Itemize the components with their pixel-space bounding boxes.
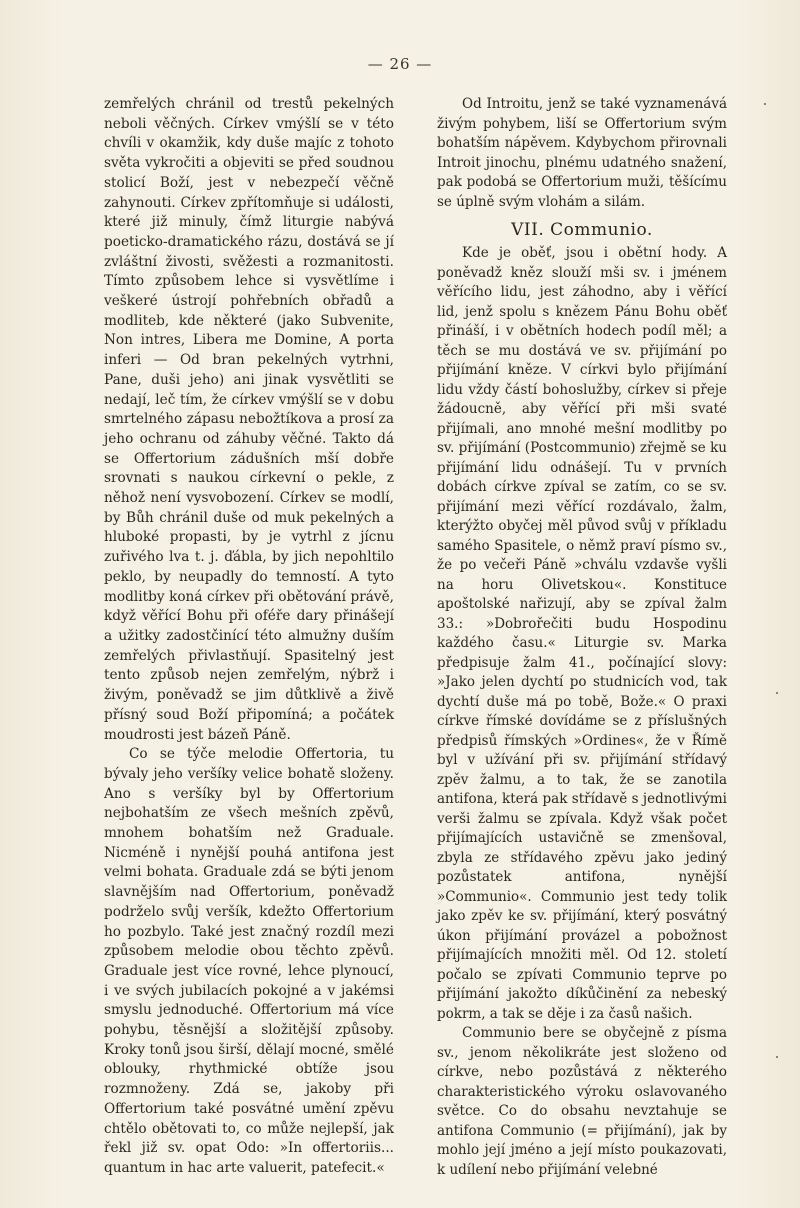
paragraph: Kde je oběť, jsou i obětní hody. A poněvadž kněz slouží mši sv. i jménem věřícího lidu, jest záhodno, aby i věřící lid, jenž spolu s knězem Pánu Bohu oběť přináší, i v obětních hodech podíl měl; a těch se mu dostává ve sv. přijímání po přijímání kněze. V církvi bylo přijímání lidu vždy částí bohoslužby, církev si přeje žádoucně, aby věřící při mši svaté přijímali, ano mnohé mešní modlitby po sv. přijímání (Postcommunio) zřejmě se ku přijímání lidu odnášejí. Tu v prvních dobách církve zpíval se zatím, co se sv. přijímání mezi věřící rozdávalo, žalm, kterýžto obyčej měl původ svůj v příkladu samého Spasitele, o němž praví písmo sv., že po večeři Páně »chválu vzdavše vyšli na horu Olivetskou«. Konstituce apoštolské nařizují, aby se zpíval žalm 33.: »Dobrořečiti budu Hospodinu každého času.« Liturgie sv. Marka předpisuje žalm 41., počínající slovy: »Jako jelen dychtí po studnicích vod, tak dychtí duše má po tobě, Bože.« O praxi církve římské dovídáme se z příslušných předpisů římských »Ordines«, že v Římě byl v užívání při sv. přijímání střídavý zpěv žalmu, a to tak, že se zanotila antifona, která pak střídavě s jednotlivými verši žalmu se zpívala. Když však počet přijímajících ustavičně se zmenšoval, zbyla ze střídavého zpěvu jako jediný pozůstatek antifona, nynější »Communio«. Communio jest tedy tolik jako zpěv ke sv. přijímání, který posvátný úkon přijímání provázel a pobožnost přijímajících množiti měl. Od 12. století počalo se zpívati Communio teprve po přijímání jakožto díkůčinění za nebeský pokrm, a tak se děje i za časů našich. xyxy=(437,245,727,1022)
margin-dot xyxy=(776,1056,778,1058)
paragraph: Communio bere se obyčejně z písma sv., jenom několikráte jest složeno od církve, nebo pozůstává z některého charakteristického výroku oslavovaného světce. Co do obsahu nevztahuje se antifona Communio (= přijímání), jak by mohlo její jméno a její místo poukazovati, k udílení nebo přijímání velebné xyxy=(437,1025,727,1178)
margin-dot xyxy=(776,692,778,694)
page-number: — 26 — xyxy=(367,55,433,73)
paragraph: Co se týče melodie Offertoria, tu bývaly jeho veršíky velice bohatě složeny. Ano s veršíky byl by Offertorium nejbohatším ze všech mešních zpěvů, mnohem bohatším než Graduale. Nicméně i nynější pouhá antifona jest velmi bohata. Graduale zdá se býti jenom slavnějším nad Offertorium, poněvadž podrželo svůj veršík, kdežto Offertorium ho pozbylo. Také jest značný rozdíl mezi způsobem melodie obou těchto zpěvů. Graduale jest více rovné, lehce plynoucí, i ve svých jubilacích pokojné a v jakémsi smyslu jednoduché. Offertorium má více pohybu, těsnější a složitější způsoby. Kroky tonů jsou širší, dělají mocné, smělé oblouky, rhythmické obtíže jsou rozmnoženy. Zdá se, jakoby při Offertorium také posvátné umění zpěvu chtělo obětovati to, co může nejlepší, jak řekl již sv. opat Odo: »In offertoriis... quantum in hac arte valuerit, patefecit.« xyxy=(104,746,394,1176)
paragraph: Od Introitu, jenž se také vyznamenává živým pohybem, liší se Offertorium svým bohatším nápěvem. Kdybychom přirovnali Introit jinochu, plnému udatného snažení, pak podobá se Offertorium muži, těšícímu se úplně svým vlohám a silám. xyxy=(437,96,727,210)
left-column xyxy=(104,95,394,1179)
section-heading: VII. Communio. xyxy=(511,220,653,240)
margin-dot xyxy=(764,103,766,105)
paragraph: zemřelých chránil od trestů pekelných neboli věčných. Církev vmýšlí se v této chvíli v okamžik, kdy duše majíc z tohoto světa vykročiti a objeviti se před soudnou stolicí Boží, jest v nebezpečí věčně zahynouti. Církev zpřítomňuje si události, které již minuly, čímž liturgie nabývá poeticko-dramatického rázu, dostává se jí zvláštní živosti, svěžesti a rozmanitosti. Tímto způsobem lehce si vysvětlíme i veškeré ústrojí pohřebních obřadů a modliteb, kde některé (jako Subvenite, Non intres, Libera me Domine, A porta inferi — Od bran pekelných vytrhni, Pane, duši jeho) ani jinak vysvětliti se nedají, leč tím, že církev vmýšlí se v dobu smrtelného zápasu nebožtíkova a prosí za jeho ochranu od záhuby věčné. Takto dá se Offertorium zádušních mší dobře srovnati s naukou církevní o pekle, z něhož není vysvobození. Církev se modlí, by Bůh chránil duše od muk pekelných a hluboké propasti, by je vytrhl z jícnu zuřivého lva t. j. ďábla, by jich nepohltilo peklo, by neupadly do temností. A tyto modlitby koná církev při obětování právě, když věřící Bohu při oféře dary přinášejí a užitky zadostčinící této almužny duším zemřelých přivlastňují. Spasitelný jest tento způsob nejen zemřelým, nýbrž i živým, poněvadž se jim důtklivě a živě přísný soud Boží připomíná; a počátek moudrosti jest bázeň Páně. xyxy=(104,96,394,743)
right-column xyxy=(437,95,727,1180)
